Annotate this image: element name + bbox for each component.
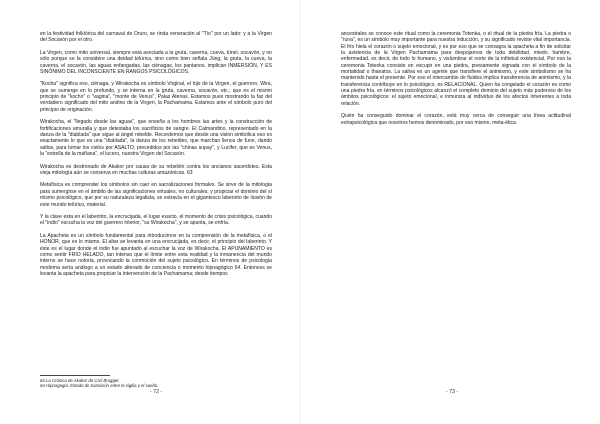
left-text-column <box>40 31 272 284</box>
page-number-left: - 72 - <box>149 389 163 395</box>
left-paragraph-6: Metafísica es comprender los símbolos sin caer en sacralizaciones formales. Se sirve de la mitología para sumergirse en el ámbito de las significaciones virtuales, no culturales, y propiciar el dominio del sí mismo psicológico, que por su naturaleza legalista, se extravía en el gigantesco laberinto de ilusión de este mundo telúrico, material. <box>40 182 272 208</box>
right-text-column <box>341 31 571 132</box>
footnote-rule <box>40 375 110 376</box>
right-paragraph-2: Quién ha conseguido dominar el corazón, está muy cerca de conseguir una línea actitudinal extrapsicológica que nosotros hemos denominado, por eso mismo, meta-ética. <box>341 113 571 126</box>
footnote-63: 63 La Crónica de Akakor de Carl Brugger. <box>40 378 120 383</box>
left-paragraph-2: La Virgen, como mito universal, siempre está asociada a la gruta, caverna, cueva, túnel, socavón, y no sólo porque se la considere una deidad telúrica, sino como bien señala Jüng, la gruta, la cueva, la caverna, el socavón, las aguas enfangadas, las ciénagas, los pantanos, implican INMERSIÓN, Y ES SINÓNIMO DEL INCONSCIENTE EN RANGOS PSICOLÓGICOS. <box>40 49 272 75</box>
left-paragraph-7: Y la clave esta en el laberinto, la encrucijada, el lugar exacto, el momento de crisis psicológica, cuando el "indio" escucha la voz del guerrero interior, "su Wirakocha", y se apunta, se enfría. <box>40 214 272 227</box>
left-paragraph-3: "Kocha" significa eso, ciénaga, y Wirakocha es símbolo Virginal, el hijo de la Virgen, el guerrero, Wira, que se sumerge en lo profundo, y se interna en la gruta, caverna, socavón, etc.; que es el mismo principio de "kocho" o "vagina", "monte de Venus", Palas Atenas. Estamos pues mostrando la faz del verdadero significado del mito andino de la Virgen, la Pachamama. Estamos ante el símbolo puro del principio de originación. <box>40 81 272 113</box>
left-paragraph-5: Wirakocha es destronado de Akakor por causa de su rebelión contra los ancianos sacerdotes. Esta vieja mitología aún se conserva en muchas culturas amazónicas. 63 <box>40 163 272 176</box>
footnote-64: 64 Hipnagogia: Estado de transición entre la vigilia y el sueño. <box>40 383 159 389</box>
left-paragraph-4: Wirakocha, el "llegado desde las aguas", que enseña a los hombres las artes y la construcción de fortificaciones amuralla y que detestaba los sacrificios de sangre. El Calmandino, representado en la danza de la "diablada" que sigue al ángel rebelde. Recordemos que desde una visión simbólica eso es exactamente lo que es una "diablada", la danza de los rebeldes, que marchan llenos de furor, dando saltos, para tomar los cielos por ASALTO, precedidos por las "chinas supay", y Lucifer, que es Venus, la "estrella de la mañana", el lucero, nuestra Virgen del Socavón. <box>40 119 272 158</box>
left-paragraph-8: La Apacheta es un símbolo fundamental para introducirnos en la comprensión de la metafísica, o el HONOR, que es lo mismo. El altar se levanta en una encrucijada, es decir, el principio del laberinto. Y éste es el lugar donde el indio fue apuntado al escuchar la voz de Wirakocha. El APUNAMIENTO es como sentir FRIO HELADO, tan intenso que el límite entre esta realidad y la inmanencia del mundo interno se hace notoria, provocando la conmoción del sujeto psicológico. En términos de psicología moderna sería análogo a un estado alterado de conciencia o momento hipnagógico 64. Entonces se levanta la apacheta para propiciar la intervención de la Pachamama; desde tiempos <box>40 232 272 277</box>
right-page <box>300 0 600 424</box>
footnotes <box>40 375 272 388</box>
page-number-right: - 73 - <box>445 389 459 395</box>
right-paragraph-1: ancestrales se conoce este ritual como la ceremonia Totenka, o el ritual de la piedra fría. La piedra o "runa", es un símbolo muy importante para nuestra inducción, y su significado reviste vital importancia. El frío hiela el corazón o sujeto emocional, y es por eso que se consagra la apacheta a fin de solicitar la asistencia de la Virgen Pachamama para despojarnos de toda debilidad, miedo, hambre, enfermedad, es decir, de todo lo humano, y vislumbrar el norte de la infinitud existencial. Por eso la ceremonia Totenka consiste en escupir en una piedra, previamente signada con el símbolo de la mortalidad o thanatos. La saliva es un agente que transfiere el animismo, y este simbolismo se ha mantenido hasta el presente. Por eso el intercambio de fluidos implica transferencia de animismo, y la transferencia contribuye en lo psicológico, es RELACIONAL. Quien ha congelado el corazón es como una piedra fría, en términos psicológicos alcanzó el completo dominio del sujeto más poderoso de los ámbitos psicológicos: el sujeto emocional, e inmuniza al individuo de los afectos inherentes a toda relación. <box>341 31 571 107</box>
left-paragraph-1: en la festividad folklórica del carnaval de Oruro, se rinda veneración al "Tío" por un lado: y a la Virgen del Socavón por el otro. <box>40 31 272 44</box>
